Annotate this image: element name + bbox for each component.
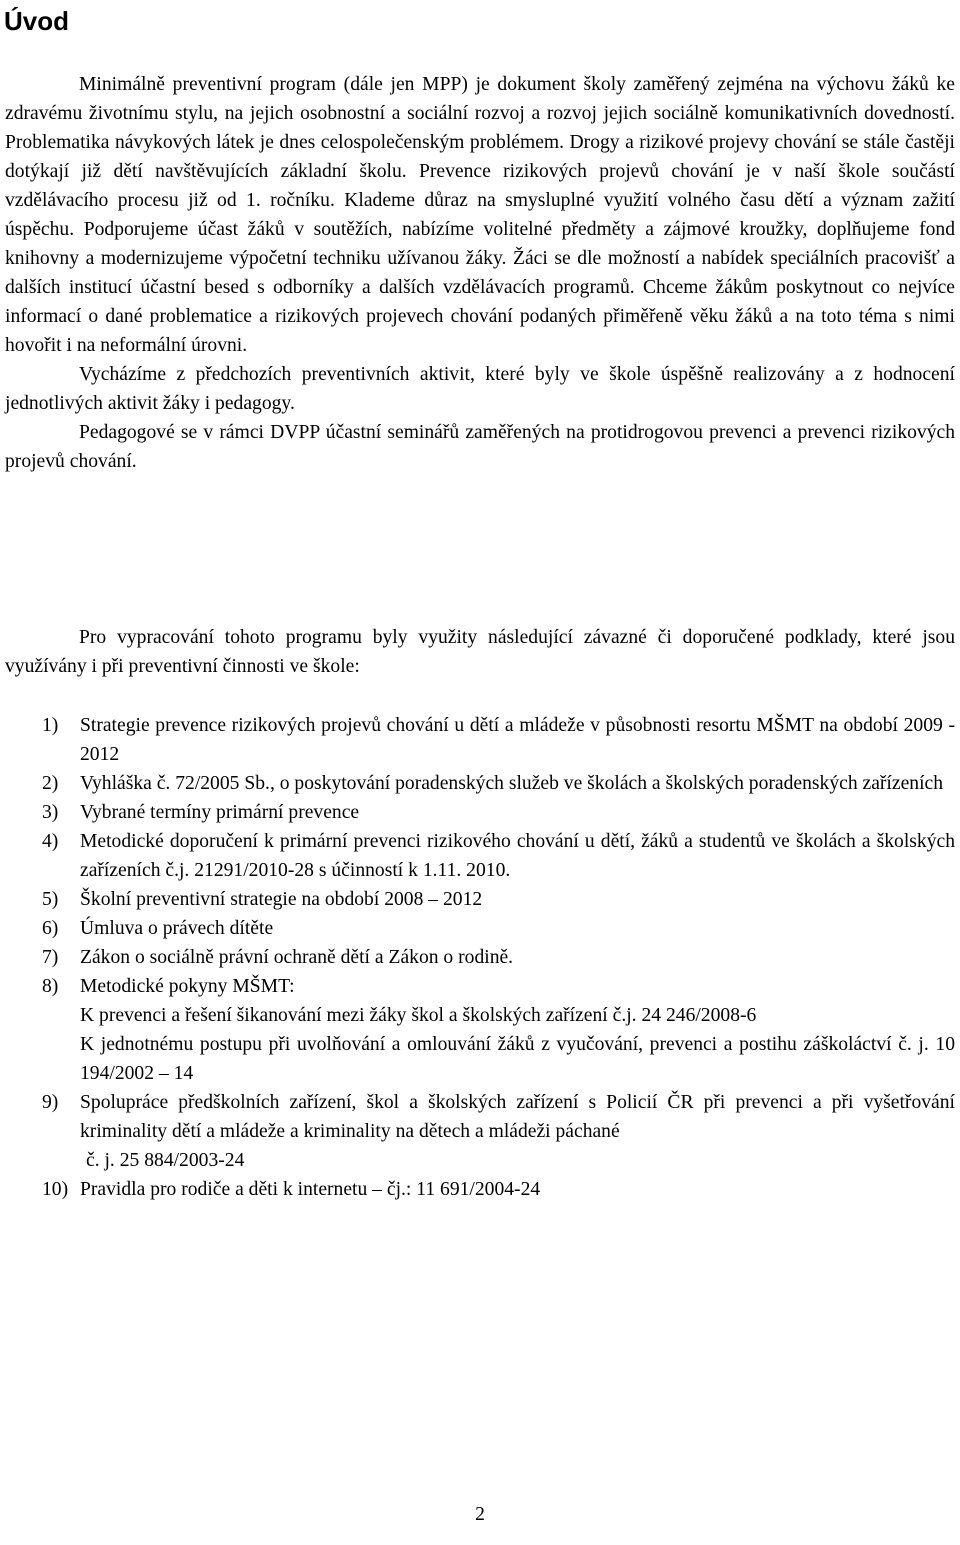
list-item-number: 2) xyxy=(42,773,59,794)
list-item-text: Strategie prevence rizikových projevů chování u dětí a mládeže v působnosti resortu MŠMT na období 2009 - 2012 xyxy=(80,715,955,765)
list-item-reference: č. j. 25 884/2003-24 xyxy=(86,1150,245,1171)
list-item-text: Metodické doporučení k primární prevenci rizikového chování u dětí, žáků a studentů ve školách a školských zařízeních č.j. 21291/2010-28 s účinností k 1.11. 2010. xyxy=(80,831,955,881)
list-item xyxy=(5,827,955,885)
list-item-number: 6) xyxy=(42,918,59,939)
list-item-text: Úmluva o právech dítěte xyxy=(80,918,274,939)
list-subitem: K jednotnému postupu při uvolňování a omlouvání žáků z vyučování, prevenci a postihu záškoláctví č. j. 10 194/2002 – 14 xyxy=(80,1034,955,1084)
list-item xyxy=(5,769,955,798)
list-item-text: Pravidla pro rodiče a děti k internetu – čj.: 11 691/2004-24 xyxy=(80,1179,541,1200)
list-item xyxy=(5,972,955,1088)
intro-section xyxy=(5,70,955,476)
list-item xyxy=(5,885,955,914)
list-item-content xyxy=(80,1088,955,1175)
intro-paragraph-1: Minimálně preventivní program (dále jen MPP) je dokument školy zaměřený zejména na výchovu žáků ke zdravému životnímu stylu, na jejich osobnostní a sociální rozvoj a rozvoj jejich sociálně komunikativních dovedností. Problematika návykových látek je dnes celospolečenským problémem. Drogy a rizikové projevy chování se stále častěji dotýkají již dětí navštěvujících základní školu. Prevence rizikových projevů chování je v naší škole součástí vzdělávacího procesu již od 1. ročníku. Klademe důraz na smysluplné využití volného času dětí a význam zažití úspěchu. Podporujeme účast žáků v soutěžích, nabízíme volitelné předměty a zájmové kroužky, doplňujeme fond knihovny a modernizujeme výpočetní techniku užívanou žáky. Žáci se dle možností a nabídek speciálních pracovišť a dalších institucí účastní besed s odborníky a dalších vzdělávacích programů. Chceme žákům poskytnout co nejvíce informací o dané problematice a rizikových projevech chování podaných přiměřeně věku žáků a na toto téma s nimi hovořit i na neformální úrovni. xyxy=(5,74,955,356)
list-item-content xyxy=(80,972,955,1088)
list-item-text: Spolupráce předškolních zařízení, škol a školských zařízení s Policií ČR při prevenci a při vyšetřování kriminality dětí a mládeže a kriminality na dětech a mládeži páchané xyxy=(80,1092,955,1142)
list-item xyxy=(5,1175,955,1204)
list-item-number: 5) xyxy=(42,889,59,910)
list-item xyxy=(5,711,955,769)
list-item-number: 10) xyxy=(42,1179,69,1200)
list-item-text: Vyhláška č. 72/2005 Sb., o poskytování poradenských služeb ve školách a školských poradenských zařízeních xyxy=(80,773,944,794)
list-item-text: Zákon o sociálně právní ochraně dětí a Zákon o rodině. xyxy=(80,947,514,968)
page-number: 2 xyxy=(475,1504,485,1525)
list-item xyxy=(5,943,955,972)
list-item-number: 7) xyxy=(42,947,59,968)
list-subitem: K prevenci a řešení šikanování mezi žáky škol a školských zařízení č.j. 24 246/2008-6 xyxy=(80,1005,757,1026)
list-item xyxy=(5,798,955,827)
list-item-number: 1) xyxy=(42,715,59,736)
intro-paragraph-3: Pedagogové se v rámci DVPP účastní seminářů zaměřených na protidrogovou prevenci a prevenci rizikových projevů chování. xyxy=(5,422,955,472)
list-item-number: 8) xyxy=(42,976,59,997)
section-heading: Úvod xyxy=(4,6,69,36)
list-item-text: Školní preventivní strategie na období 2008 – 2012 xyxy=(80,889,483,910)
list-item-number: 9) xyxy=(42,1092,59,1113)
list-item-number: 4) xyxy=(42,831,59,852)
list-item-number: 3) xyxy=(42,802,59,823)
list-item xyxy=(5,1088,955,1175)
sources-list xyxy=(5,711,955,1204)
sources-intro-paragraph: Pro vypracování tohoto programu byly využity následující závazné či doporučené podklady, které jsou využívány i při preventivní činnosti ve škole: xyxy=(5,627,955,677)
list-item xyxy=(5,914,955,943)
sources-intro-section xyxy=(5,623,955,681)
list-item-text: Vybrané termíny primární prevence xyxy=(80,802,360,823)
intro-paragraph-2: Vycházíme z předchozích preventivních aktivit, které byly ve škole úspěšně realizovány a z hodnocení jednotlivých aktivit žáky i pedagogy. xyxy=(5,364,955,414)
list-item-text: Metodické pokyny MŠMT: xyxy=(80,976,295,997)
